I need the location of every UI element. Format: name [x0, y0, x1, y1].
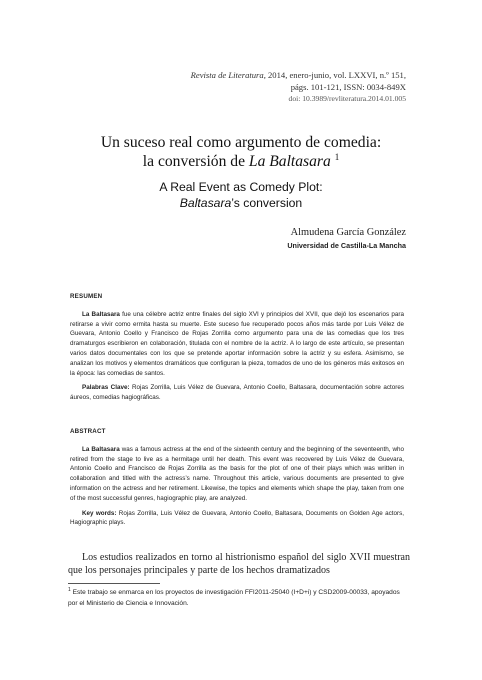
title-spanish-prefix: la conversión de: [142, 152, 249, 170]
resumen-title-ref: La Baltasara: [82, 310, 120, 318]
resumen-keywords-label: Palabras Clave:: [82, 384, 130, 392]
resumen-text: fue una célebre actriz entre finales del siglo XVI y principios del XVII, que dejó los escenarios para retirarse a vivir como ermita hasta su muerte. Este suceso fue recuperado pocos años más tarde por Luis Vélez de Guevara, Antonio Coello y Francisco de Rojas Zorrilla como argumento para una de las comedias que los tres dramaturgos escribieron en colaboración, titulada con el nombre de la actriz. A lo largo de este artículo, se presentan varios datos documentales con los que se pretende aportar información sobre la actriz y su esfera. Asimismo, se analizan los motivos y elementos dramáticos que configuran la pieza, tomados de uno de los géneros más exitosos en la época: las comedias de santos.: [70, 310, 404, 377]
abstract-text: was a famous actress at the end of the sixteenth century and the beginning of the seventeenth, who retired from the stage to live as a hermitage until her death. This event was recovered by Luis Vélez de Guevara, Antonio Coello and Francisco de Rojas Zorrilla as the basis for the plot of one of their plays which was written in collaboration and titled with the actress’s name. Throughout this article, various documents are presented to give information on the actress and her retirement. Likewise, the topics and elements which shape the play, taken from one of the most successful genres, hagiographic play, are analyzed.: [70, 445, 404, 502]
journal-reference: [106, 70, 406, 105]
footnote: [68, 588, 408, 609]
author-name: Almudena García González: [290, 227, 406, 238]
title-spanish: [60, 134, 422, 171]
title-english-work: Baltasara: [179, 195, 232, 210]
footnote-mark: 1: [68, 586, 71, 593]
resumen-section: [70, 292, 404, 403]
title-spanish-line2: [60, 153, 422, 172]
abstract-keywords: [70, 509, 404, 529]
journal-doi: doi: 10.3989/revliteratura.2014.01.005: [288, 94, 406, 104]
resumen-heading: RESUMEN: [70, 293, 103, 300]
abstract-title-ref: La Baltasara: [82, 445, 120, 453]
footnote-divider: [68, 583, 160, 584]
journal-name: Revista de Literatura: [190, 70, 264, 80]
title-english-line1: A Real Event as Comedy Plot:: [159, 180, 323, 194]
body-paragraph: Los estudios realizados en torno al histrionismo español del siglo XVII muestran que los personajes principales y parte de los hechos dramatizados: [68, 552, 410, 576]
title-english-line2: [60, 196, 422, 212]
author-affiliation: Universidad de Castilla-La Mancha: [287, 241, 406, 250]
abstract-section: [70, 427, 404, 528]
title-english: [60, 180, 422, 211]
abstract-keywords-text: Rojas Zorrilla, Luis Vélez de Guevara, Antonio Coello, Baltasara, Documents on Golden Age actors, Hagiographic plays.: [70, 509, 404, 527]
journal-issue: , 2014, enero-junio, vol. LXXVI, n.º 151,: [263, 70, 406, 80]
resumen-keywords: [70, 383, 404, 403]
abstract-keywords-label: Key words:: [82, 509, 117, 517]
abstract-heading: ABSTRACT: [70, 428, 106, 435]
resumen-body: [70, 310, 404, 379]
title-footnote-mark[interactable]: 1: [334, 151, 340, 162]
title-english-suffix: ’s conversion: [231, 195, 303, 210]
journal-pages: págs. 101-121, ISSN: 0034-849X: [290, 81, 406, 92]
abstract-body: [70, 445, 404, 504]
resumen-keywords-text: Rojas Zorrilla, Luis Vélez de Guevara, Antonio Coello, Baltasara, documentación sobre actores áureos, comedias hagiográficas.: [70, 384, 404, 402]
footnote-text: Este trabajo se enmarca en los proyectos de investigación FFI2011-25040 (I+D+i) y CSD2009-00033, apoyados por el Ministerio de Ciencia e Innovación.: [68, 589, 400, 607]
journal-citation-line: [106, 70, 406, 82]
title-spanish-line1: Un suceso real como argumento de comedia:: [100, 134, 382, 151]
title-spanish-work: La Baltasara: [248, 152, 331, 170]
